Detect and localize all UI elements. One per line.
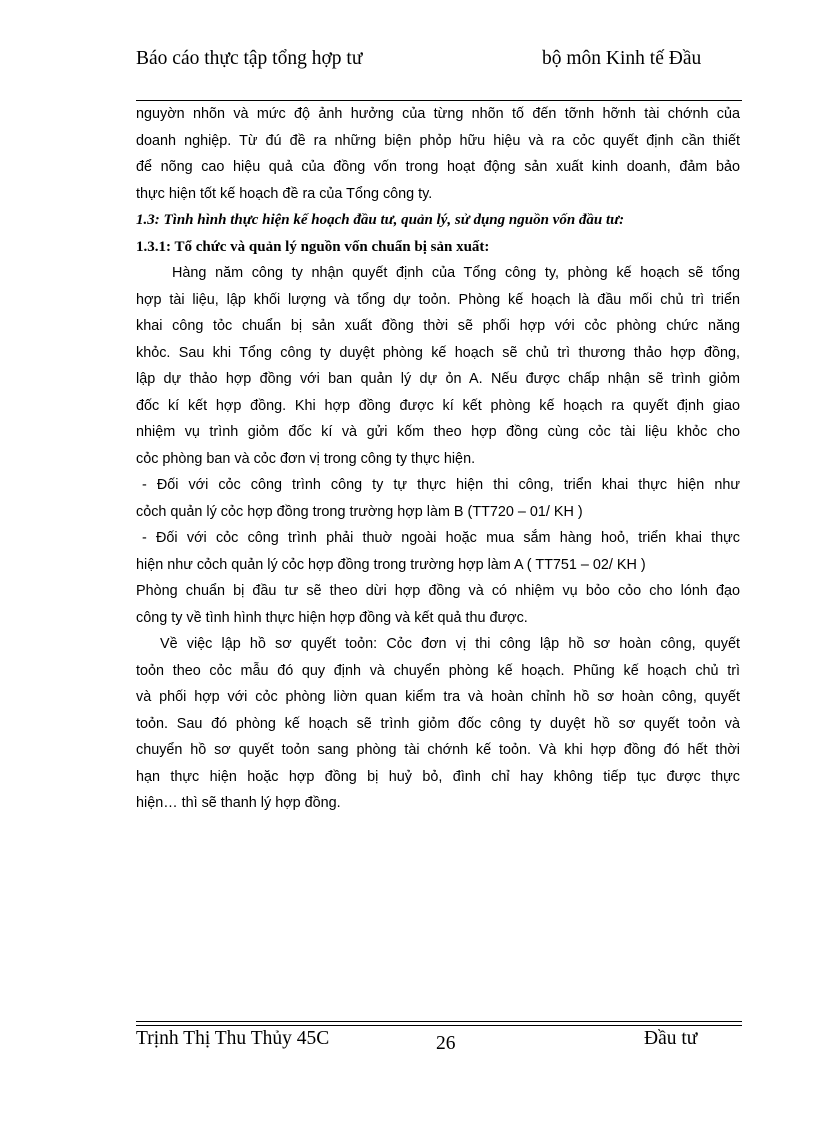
subsection-heading: 1.3.1: Tổ chức và quản lý nguồn vốn chuẩn bị sản xuất: (136, 238, 490, 255)
body-line: công ty về tình hình thực hiện hợp đồng và kết quả thu được. (136, 609, 528, 626)
body-line: thực hiện tốt kế hoạch đề ra của Tổng công ty. (136, 185, 433, 202)
body-line: nhiệm vụ trình giỏm đốc kí và gửi kốm theo hợp đồng cùng cỏc tài liệu khỏc cho (136, 424, 740, 440)
body-line: chuyển hồ sơ quyết toỏn sang phòng tài chớnh kế toỏn. Và khi hợp đồng đó hết thời (136, 742, 740, 758)
body-line: khai công tỏc chuẩn bị sản xuất đồng thời sẽ phối hợp với cỏc phòng chức năng (136, 318, 740, 334)
body-line: Hàng năm công ty nhận quyết định của Tổng công ty, phòng kế hoạch sẽ tổng (172, 265, 740, 281)
page-number: 26 (436, 1033, 456, 1054)
body-line: toỏn. Sau đó phòng kế hoạch sẽ trình giỏm đốc công ty duyệt hồ sơ quyết toỏn và (136, 715, 740, 732)
header-department: bộ môn Kinh tế Đầu (542, 48, 702, 69)
body-line: hạn thực hiện hoặc hợp đồng bị huỷ bỏ, đình chỉ hay không tiếp tục được thực (136, 768, 740, 785)
footer-major: Đầu tư (644, 1028, 698, 1049)
body-line: doanh nghiệp. Từ đú đề ra những biện phỏp hữu hiệu và ra cỏc quyết định cần thiết (136, 132, 740, 149)
body-line: hợp tài liệu, lập khối lượng và tổng dự toỏn. Phòng kế hoạch là đầu mối chủ trì triển (136, 291, 740, 308)
body-line: hiện… thì sẽ thanh lý hợp đồng. (136, 795, 341, 811)
header-report-title: Báo cáo thực tập tổng hợp tư (136, 48, 363, 69)
bullet-line: - Đối với cỏc công trình phải thuờ ngoài hoặc mua sắm hàng hoỏ, triển khai thực (142, 530, 740, 546)
body-line: khỏc. Sau khi Tổng công ty duyệt phòng kế hoạch sẽ chủ trì thương thảo hợp đồng, (136, 344, 740, 361)
page-header (136, 46, 742, 100)
footer-divider (136, 1021, 742, 1022)
body-line: để nõng cao hiệu quả của đồng vốn trong hoạt động sản xuất kinh doanh, đảm bảo (136, 159, 740, 175)
body-line: cỏch quản lý cỏc hợp đồng trong trường hợp làm B (TT720 – 01/ KH ) (136, 503, 583, 520)
body-line: Phòng chuẩn bị đầu tư sẽ theo dừi hợp đồng và có nhiệm vụ bỏo cỏo cho lónh đạo (136, 583, 740, 599)
page-footer (136, 1026, 742, 1082)
body-line: lập dự thảo hợp đồng với ban quản lý dự ỏn A. Nếu được chấp nhận sẽ trình giỏm (136, 371, 740, 387)
section-heading: 1.3: Tình hình thực hiện kế hoạch đầu tư, quản lý, sử dụng nguồn vốn đầu tư: (136, 212, 625, 228)
body-line: Về việc lập hồ sơ quyết toỏn: Cỏc đơn vị thi công lập hồ sơ hoàn công, quyết (160, 636, 740, 652)
body-line: hiện như cỏch quản lý cỏc hợp đồng trong trường hợp làm A ( TT751 – 02/ KH ) (136, 556, 646, 573)
body-line: toỏn theo cỏc mẫu đó quy định và chuyển phòng kế hoạch. Phũng kế hoạch chủ trì (136, 662, 740, 679)
document-body (136, 101, 740, 817)
body-line: và phối hợp với cỏc phòng liờn quan kiểm tra và hoàn chỉnh hồ sơ hoàn công, quyết (136, 689, 740, 705)
body-line: đốc kí kết hợp đồng. Khi hợp đồng được kí kết phòng kế hoạch ra quyết định giao (136, 397, 740, 414)
footer-author: Trịnh Thị Thu Thủy 45C (136, 1028, 330, 1049)
bullet-line: - Đối với cỏc công trình công ty tự thực hiện thi công, triển khai thực hiện như (142, 477, 740, 493)
body-line: nguyờn nhõn và mức độ ảnh hưởng của từng nhõn tố đến tỡnh hỡnh tài chớnh của (136, 106, 740, 122)
body-line: cỏc phòng ban và cỏc đơn vị trong công ty thực hiện. (136, 450, 476, 467)
